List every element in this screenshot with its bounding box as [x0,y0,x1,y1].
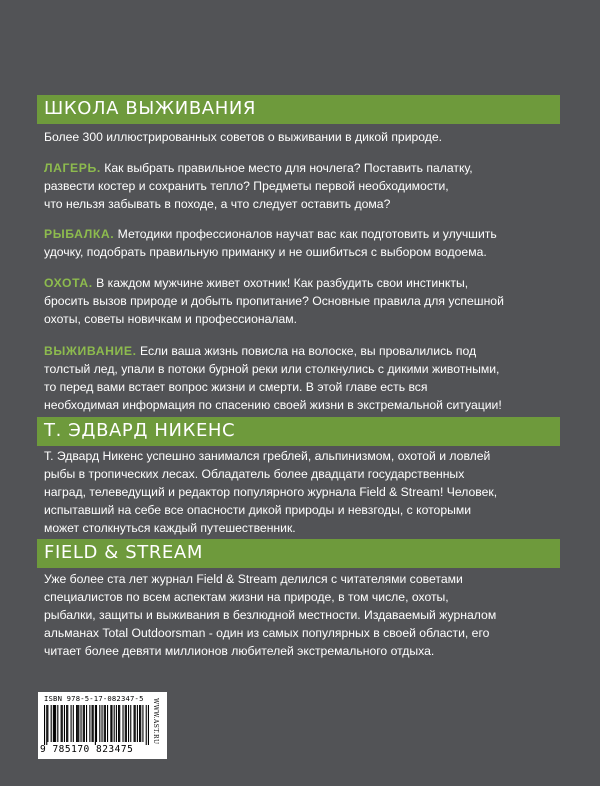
barcode-bar [83,705,84,742]
survival-text: Если ваша жизнь повисла на волоске, вы провалились под толстый лед, упали в потоки бурной реки или столкнулись с дикими животными, то перед вами встает вопрос жизни и смерти. В этой главе есть вся необходимая информация по спасению своей жизни в экстремальной ситуации! [44,344,502,412]
magazine-heading-band [37,539,560,568]
barcode-bar [93,705,94,742]
barcode-bar [140,705,141,742]
publisher-site: WWW.AST.RU [152,698,159,745]
camp-line-2: развести костер и сохранить тепло? Предметы первой необходимости, [44,179,449,193]
hunting-paragraph [44,274,559,328]
barcode-bar [64,705,65,742]
barcode-bar [107,705,108,742]
barcode-bar [99,705,100,742]
barcode-bar [139,705,140,742]
fishing-line-1: Методики профессионалов научат вас как подготовить и улучшить [114,227,497,241]
barcode-bar [77,705,78,742]
barcode-bar [119,705,120,742]
survival-intro: Более 300 иллюстрированных советов о выживании в дикой природе. [44,130,443,144]
barcode-bar [137,705,138,742]
barcode-bar [101,705,102,742]
barcode-bar [55,705,56,742]
barcode-bar [62,705,63,742]
barcode-bar [104,705,105,742]
barcode-digits: 9 785170 823475 [40,744,134,755]
author-text: Т. Эдвард Никенс успешно занимался греблей, альпинизмом, охотой и ловлей рыбы в тропических лесах. Обладатель более двадцати государственных наград, телеведущий и редактор популярного журнала Field & Stream! Человек, испытавший на себе все опасности дикой природы и невзгоды, с которыми может столкнуться каждый путешественник. [44,449,498,535]
barcode-bar [44,705,45,745]
barcode-bar [92,705,93,742]
barcode-bar [105,705,106,742]
barcode-icon [44,705,149,745]
barcode-bar [114,705,115,742]
fishing-line-2: удочку, подобрать правильную приманку и не ошибиться с выбором водоема. [44,245,487,259]
barcode-bar [53,705,54,742]
survival-paragraph [44,342,559,414]
hunting-keyword: ОХОТА. [44,276,93,290]
author-heading-band [37,417,560,446]
barcode-bar [67,705,68,742]
survival-keyword: ВЫЖИВАНИЕ. [44,344,137,358]
camp-paragraph [44,159,559,213]
barcode-bar [122,705,123,742]
barcode-bar [95,705,96,745]
camp-keyword: ЛАГЕРЬ. [44,161,101,175]
barcode-bar [61,705,62,742]
barcode-bar [73,705,74,742]
barcode-bar [135,705,136,742]
barcode-bar [128,705,129,742]
camp-line-3: что нельзя забывать в походе, а что следует оставить дома? [44,197,391,211]
barcode-bar [89,705,90,742]
barcode-bar [84,705,85,742]
magazine-heading: FIELD & STREAM [44,542,203,563]
isbn-text: ISBN 978-5-17-082347-5 [44,694,144,703]
barcode-bar [134,705,135,742]
author-heading: Т. ЭДВАРД НИКЕНС [44,420,236,441]
barcode-bar [116,705,117,742]
barcode-bar [96,705,97,742]
barcode-bar [110,705,111,742]
barcode-bar [71,705,72,742]
fishing-paragraph [44,225,559,261]
barcode-bar [78,705,79,742]
barcode-bar [125,705,126,742]
barcode-bar [57,705,58,742]
barcode-bar [76,705,77,742]
camp-line-1: Как выбрать правильное место для ночлега? Поставить палатку, [100,161,473,175]
barcode-bar [80,705,81,742]
barcode-bar [118,705,119,742]
magazine-text: Уже более ста лет журнал Field & Stream делился с читателями советами специалистов по всем аспектам жизни на природе, в том числе, охоты, рыбалки, защиты и выживания в безлюдной местности. Издаваемый журналом альманах Total Outdoorsman - один из самых популярных в своей области, его читает более девяти миллионов любителей экстремального отдыха. [44,572,497,658]
hunting-text: В каждом мужчине живет охотник! Как разбудить свои инстинкты, бросить вызов природе и добыть пропитание? Основные правила для успешной охоты, советы новичкам и профессионалам. [44,276,504,326]
fishing-keyword: РЫБАЛКА. [44,227,115,241]
barcode-bar [86,705,87,742]
barcode-bar [130,705,131,742]
survival-heading: ШКОЛА ВЫЖИВАНИЯ [44,98,257,119]
barcode-bar [142,705,143,742]
barcode-bar [47,705,48,742]
barcode-bar [66,705,67,742]
survival-heading-band [37,95,560,124]
barcode-bar [51,705,52,742]
barcode-bar [146,705,147,745]
barcode-label [38,692,167,759]
barcode-bar [111,705,112,742]
barcode-bar [54,705,55,742]
barcode-bar [126,705,127,742]
barcode-bar [148,705,149,745]
barcode-bar [46,705,47,745]
